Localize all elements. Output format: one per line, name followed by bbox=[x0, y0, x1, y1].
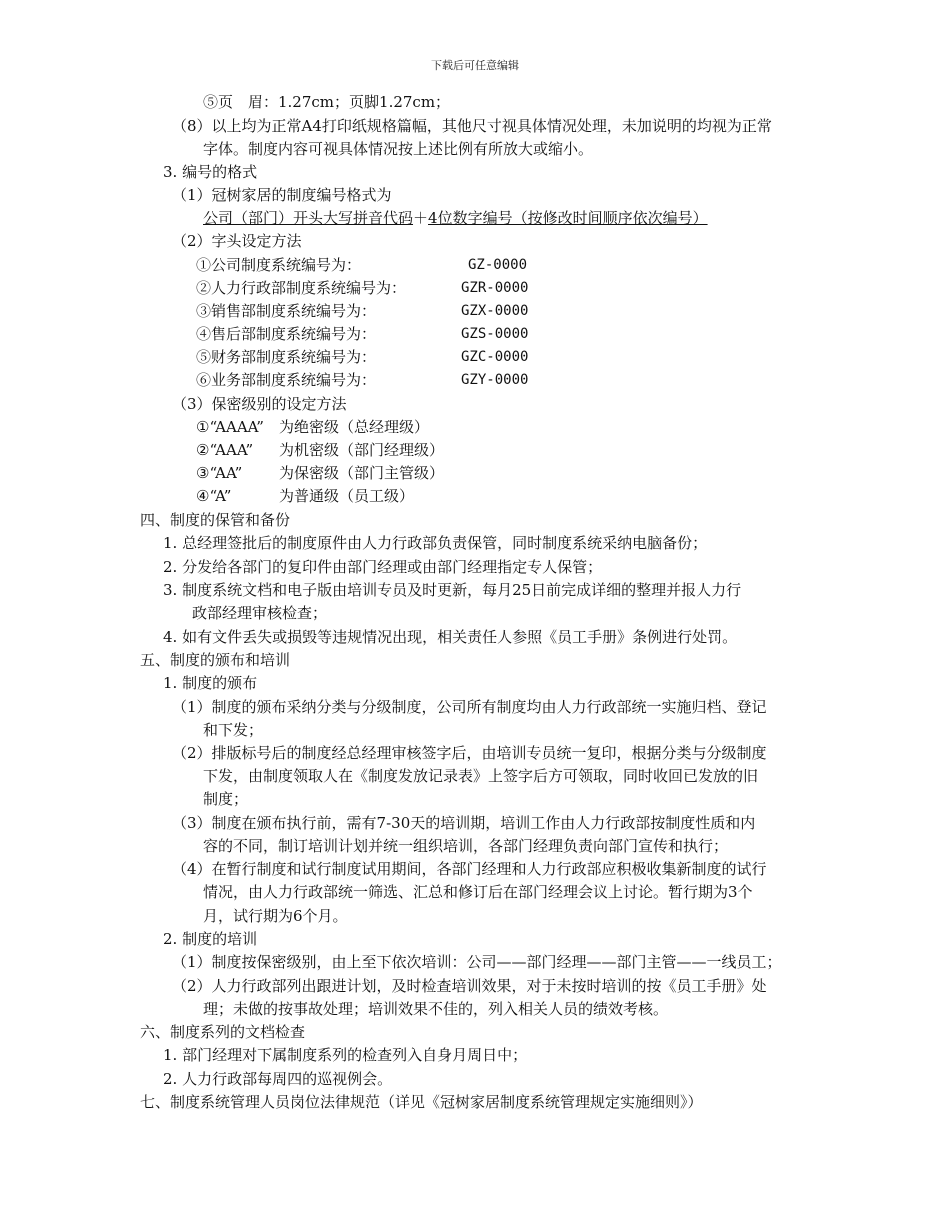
code-label: ①公司制度系统编号为： bbox=[196, 256, 362, 274]
format-plus: ＋ bbox=[413, 209, 429, 227]
subsection-heading: 2. 制度的培训 bbox=[163, 930, 258, 948]
paragraph-line: （3）保密级别的设定方法 bbox=[172, 395, 347, 413]
paragraph-line: 制度； bbox=[203, 790, 249, 808]
paragraph-line: （2）排版标号后的制度经总经理审核签字后，由培训专员统一复印，根据分类与分级制度 bbox=[172, 744, 767, 762]
code-label: ⑥业务部制度系统编号为： bbox=[196, 371, 377, 389]
security-level-desc: 为保密级（部门主管级） bbox=[279, 464, 445, 482]
code-value: GZ-0000 bbox=[468, 257, 528, 273]
section-heading: 四、制度的保管和备份 bbox=[140, 511, 291, 529]
subsection-heading: 3. 编号的格式 bbox=[163, 163, 258, 181]
code-value: GZC-0000 bbox=[461, 349, 529, 365]
format-part-number: 4位数字编号（按修改时间顺序依次编号） bbox=[428, 209, 708, 227]
section-heading: 五、制度的颁布和培训 bbox=[140, 651, 291, 669]
paragraph-line: 字体。制度内容可视具体情况按上述比例有所放大或缩小。 bbox=[203, 140, 594, 158]
paragraph-line: （8）以上均为正常A4打印纸规格篇幅，其他尺寸视具体情况处理，未加说明的均视为正常 bbox=[172, 117, 772, 135]
code-value: GZR-0000 bbox=[461, 280, 529, 296]
paragraph-line: （1）冠树家居的制度编号格式为 bbox=[172, 186, 392, 204]
code-value: GZY-0000 bbox=[461, 372, 529, 388]
list-item: 3. 制度系统文档和电子版由培训专员及时更新，每月25日前完成详细的整理并报人力行 bbox=[163, 581, 742, 599]
numbering-format bbox=[203, 208, 708, 228]
paragraph-line: （2）字头设定方法 bbox=[172, 232, 302, 250]
security-level-code: ②“AAA” bbox=[196, 441, 254, 459]
format-part-prefix: 公司（部门）开头大写拼音代码 bbox=[203, 209, 414, 227]
section-heading: 六、制度系列的文档检查 bbox=[140, 1023, 306, 1041]
security-level-code: ③“AA” bbox=[196, 464, 243, 482]
paragraph-line: 下发，由制度领取人在《制度发放记录表》上签字后方可领取，同时收回已发放的旧 bbox=[203, 767, 759, 785]
list-item: 1. 总经理签批后的制度原件由人力行政部负责保管，同时制度系统采纳电脑备份； bbox=[163, 534, 708, 552]
list-item: 2. 人力行政部每周四的巡视例会。 bbox=[163, 1070, 393, 1088]
page-header: 下载后可任意编辑 bbox=[431, 59, 519, 72]
section-heading: 七、制度系统管理人员岗位法律规范（详见《冠树家居制度系统管理规定实施细则》） bbox=[140, 1093, 703, 1111]
code-value: GZX-0000 bbox=[461, 303, 529, 319]
security-level-code: ④“A” bbox=[196, 487, 232, 505]
list-item: 政部经理审核检查； bbox=[192, 604, 328, 622]
paragraph-line: （4）在暂行制度和试行制度试用期间，各部门经理和人力行政部应积极收集新制度的试行 bbox=[172, 860, 767, 878]
paragraph-line: （1）制度的颁布采纳分类与分级制度，公司所有制度均由人力行政部统一实施归档、登记 bbox=[172, 698, 767, 716]
security-level-desc: 为普通级（员工级） bbox=[279, 487, 415, 505]
paragraph-line: 和下发； bbox=[203, 721, 264, 739]
subsection-heading: 1. 制度的颁布 bbox=[163, 674, 258, 692]
security-level-desc: 为机密级（部门经理级） bbox=[279, 441, 445, 459]
list-item: 1. 部门经理对下属制度系列的检查列入自身月周日中； bbox=[163, 1046, 528, 1064]
paragraph-line: （1）制度按保密级别，由上至下依次培训：公司——部门经理——部门主管——一线员工； bbox=[172, 953, 782, 971]
code-label: ③销售部制度系统编号为： bbox=[196, 302, 377, 320]
code-label: ②人力行政部制度系统编号为： bbox=[196, 279, 407, 297]
list-item: 4. 如有文件丢失或损毁等违规情况出现，相关责任人参照《员工手册》条例进行处罚。 bbox=[163, 628, 738, 646]
paragraph-line: 情况，由人力行政部统一筛选、汇总和修订后在部门经理会议上讨论。暂行期为3个 bbox=[203, 883, 753, 901]
security-level-code: ①“AAAA” bbox=[196, 418, 264, 436]
paragraph-line: （3）制度在颁布执行前，需有7-30天的培训期，培训工作由人力行政部按制度性质和内 bbox=[172, 814, 756, 832]
paragraph-line: 理；未做的按事故处理；培训效果不佳的，列入相关人员的绩效考核。 bbox=[203, 1000, 669, 1018]
security-level-desc: 为绝密级（总经理级） bbox=[279, 418, 430, 436]
paragraph-line: 月，试行期为6个月。 bbox=[203, 907, 348, 925]
paragraph-line: （2）人力行政部列出跟进计划，及时检查培训效果，对于未按时培训的按《员工手册》处 bbox=[172, 977, 767, 995]
code-label: ⑤财务部制度系统编号为： bbox=[196, 348, 377, 366]
code-label: ④售后部制度系统编号为： bbox=[196, 325, 377, 343]
paragraph-line: 容的不同，制订培训计划并统一组织培训，各部门经理负责向部门宣传和执行； bbox=[203, 837, 729, 855]
list-item: 2. 分发给各部门的复印件由部门经理或由部门经理指定专人保管； bbox=[163, 558, 603, 576]
code-value: GZS-0000 bbox=[461, 326, 529, 342]
margin-line: ⑤页 眉：1.27cm；页脚1.27cm； bbox=[203, 93, 451, 111]
